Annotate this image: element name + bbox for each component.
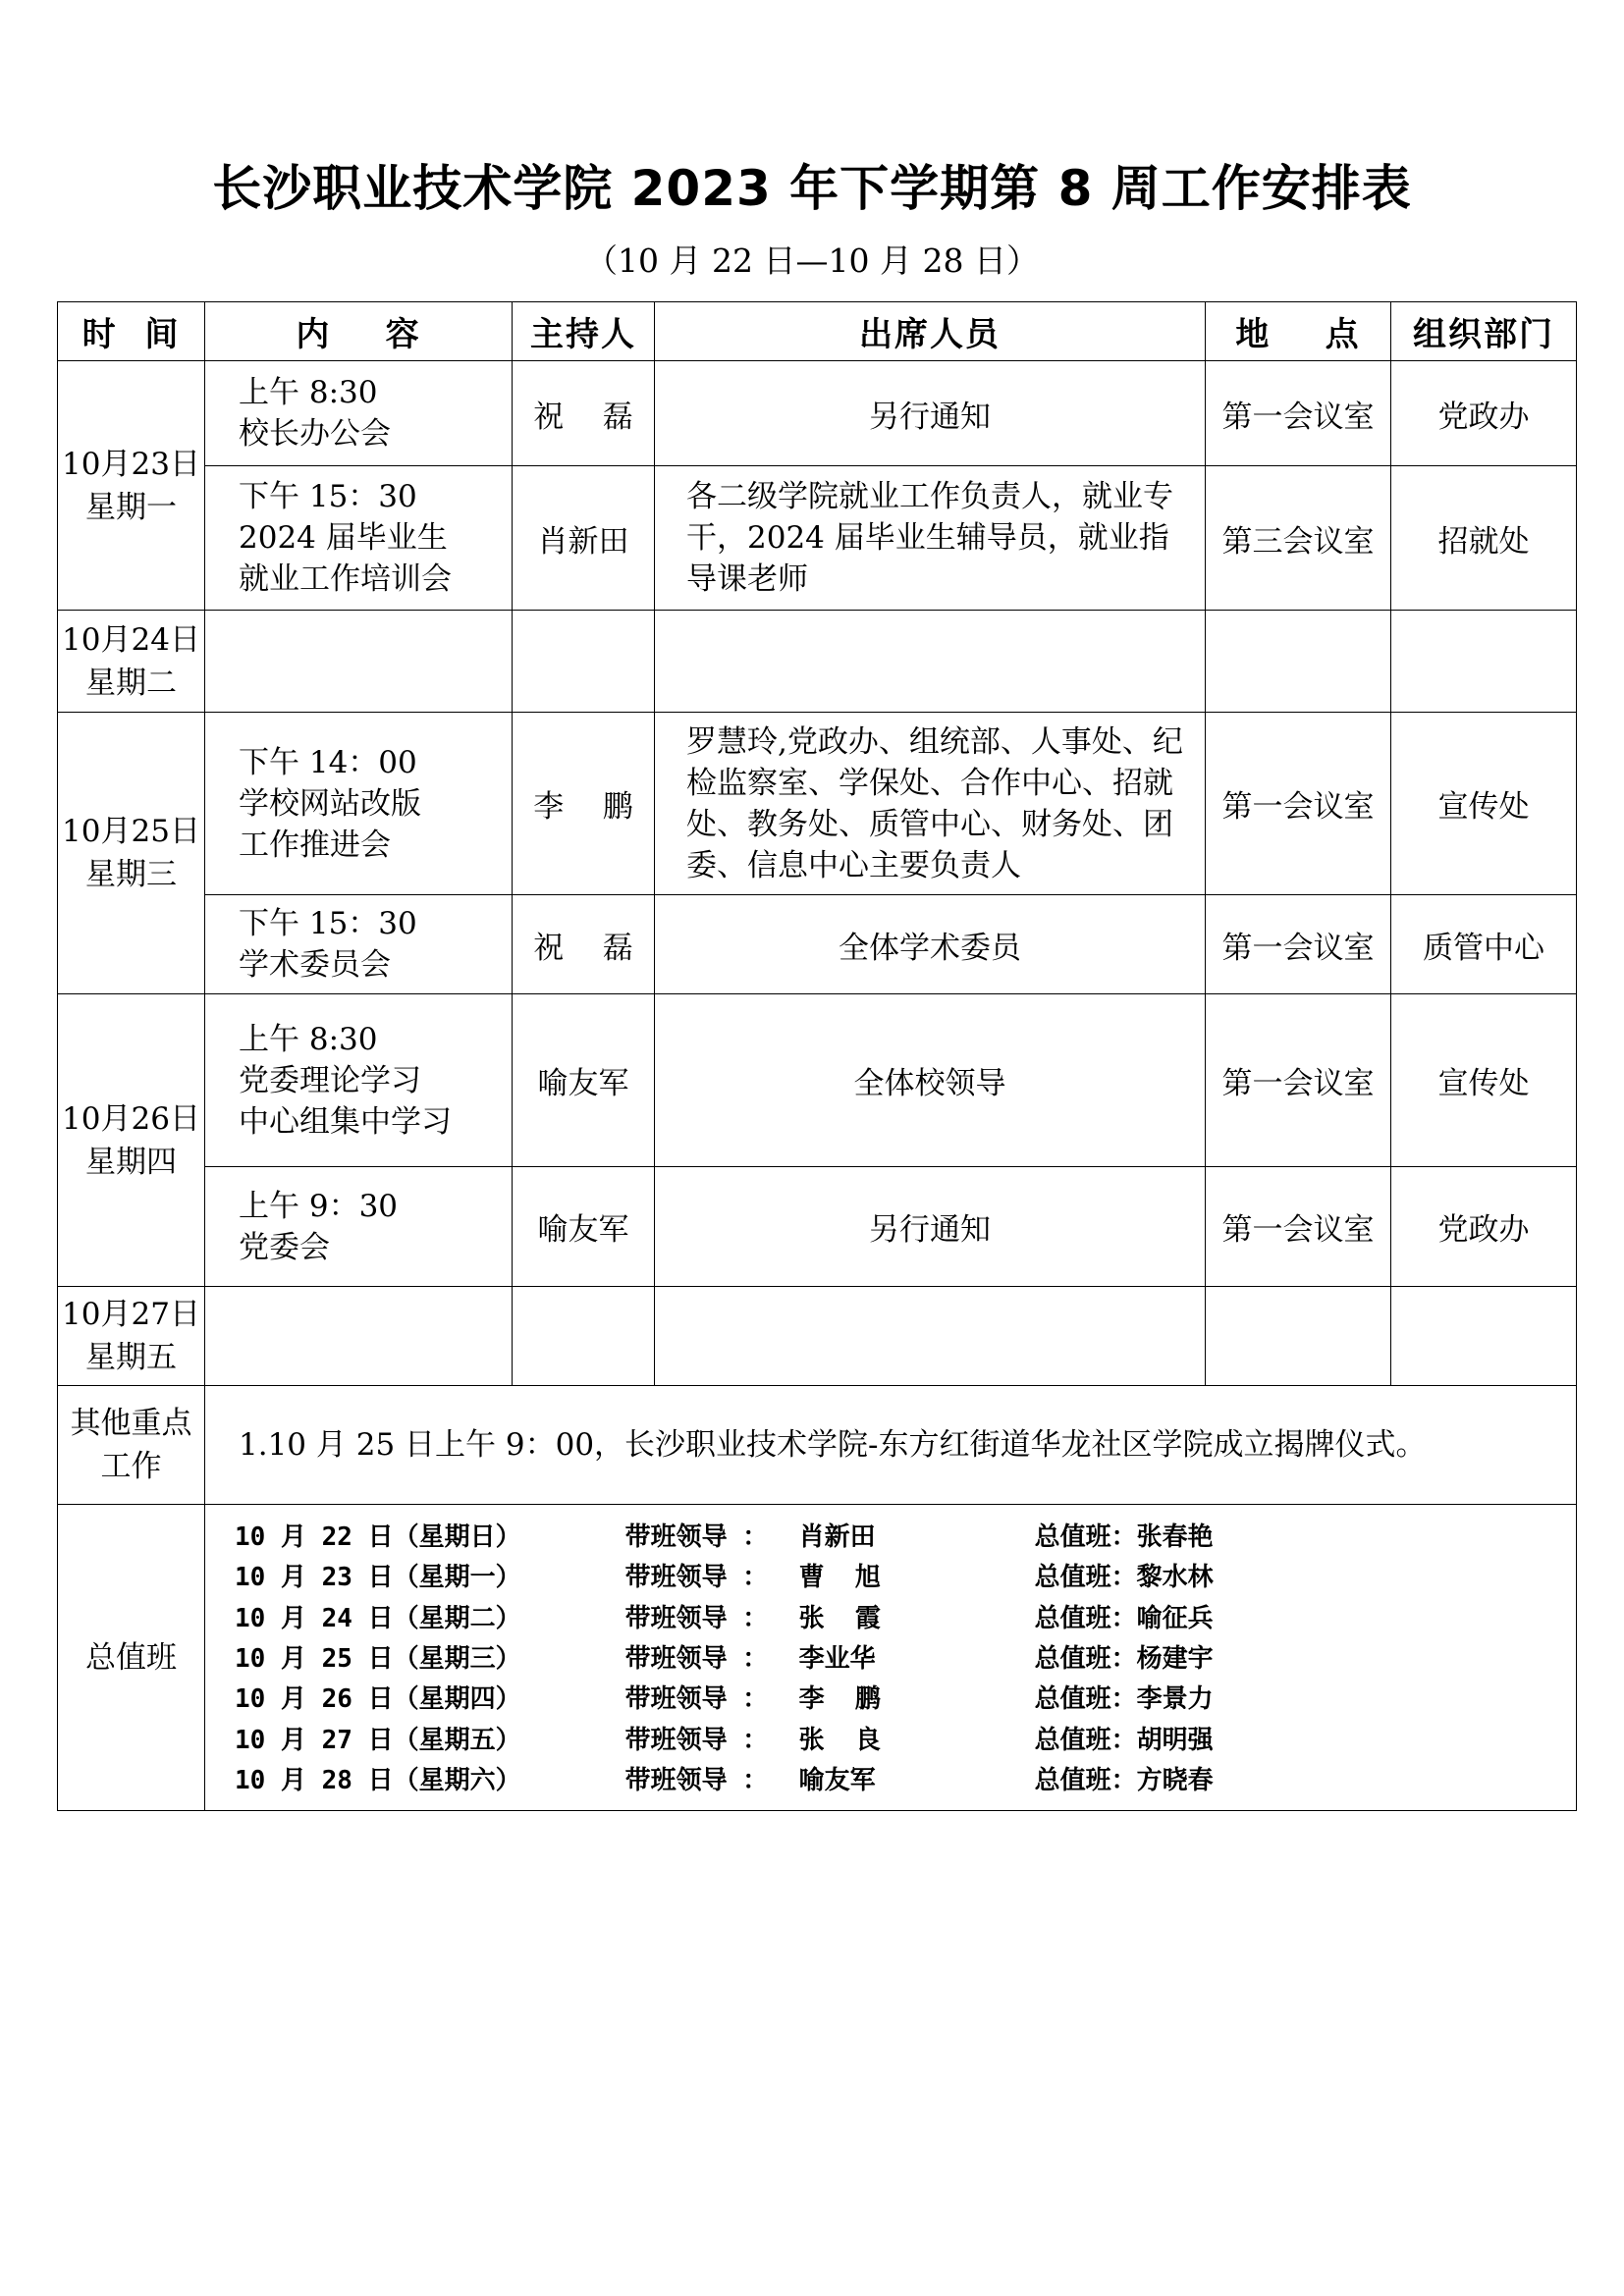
table-row [58, 611, 1577, 713]
empty-cell [513, 1287, 655, 1386]
event-location: 第一会议室 [1206, 994, 1391, 1167]
duty-leader-label: 带班领导 ： [624, 1765, 769, 1795]
event-department: 宣传处 [1391, 994, 1577, 1167]
table-row [58, 466, 1577, 611]
duty-leader: 张 霞 [798, 1603, 881, 1633]
duty-date: 10 月 26 日 [235, 1684, 394, 1715]
table-row [58, 895, 1577, 994]
event-host: 喻友军 [513, 994, 655, 1167]
header-content: 内 容 [205, 302, 513, 361]
empty-cell [1206, 1287, 1391, 1386]
duty-date: 10 月 22 日 [235, 1522, 394, 1553]
duty-leader-label: 带班领导 ： [624, 1563, 769, 1593]
duty-leader-label: 带班领导 ： [624, 1684, 769, 1715]
duty-row [205, 1515, 1576, 1555]
duty-date: 10 月 25 日 [235, 1644, 394, 1675]
event-department: 宣传处 [1391, 713, 1577, 895]
duty-leader-label: 带班领导 ： [624, 1603, 769, 1633]
duty-chief: 总值班：胡明强 [1034, 1725, 1214, 1755]
event-location: 第一会议室 [1206, 361, 1391, 466]
day-cell-thursday: 10月26日 星期四 [58, 994, 205, 1287]
event-department: 党政办 [1391, 361, 1577, 466]
event-content: 上午 8:30 校长办公会 [205, 361, 513, 466]
header-location: 地 点 [1206, 302, 1391, 361]
event-department: 招就处 [1391, 466, 1577, 611]
table-row [58, 361, 1577, 466]
event-content: 下午 15：30 学术委员会 [205, 895, 513, 994]
header-time: 时 间 [58, 302, 205, 361]
duty-roster [205, 1515, 1576, 1798]
duty-chief: 总值班：黎水林 [1034, 1563, 1214, 1593]
duty-chief: 总值班：张春艳 [1034, 1522, 1214, 1553]
empty-cell [205, 1287, 513, 1386]
duty-date: 10 月 24 日 [235, 1603, 394, 1633]
table-row [58, 713, 1577, 895]
table-row [58, 1167, 1577, 1287]
event-host: 祝 磊 [513, 361, 655, 466]
event-attendees: 另行通知 [655, 1167, 1206, 1287]
duty-leader-label: 带班领导 ： [624, 1725, 769, 1755]
schedule-table [57, 301, 1577, 1811]
event-attendees: 另行通知 [655, 361, 1206, 466]
other-work-text: 1.10 月 25 日上午 9：00，长沙职业技术学院-东方红街道华龙社区学院成立揭牌仪式。 [205, 1386, 1577, 1505]
duty-row [205, 1555, 1576, 1595]
day-cell-monday: 10月23日 星期一 [58, 361, 205, 611]
header-attendees: 出席人员 [655, 302, 1206, 361]
duty-leader: 张 良 [798, 1725, 881, 1755]
table-row [58, 1287, 1577, 1386]
duty-leader: 喻友军 [798, 1765, 876, 1795]
event-content: 上午 9：30 党委会 [205, 1167, 513, 1287]
day-cell-wednesday: 10月25日 星期三 [58, 713, 205, 994]
event-content: 下午 15：30 2024 届毕业生 就业工作培训会 [205, 466, 513, 611]
duty-weekday: （星期六） [393, 1765, 521, 1795]
event-host: 肖新田 [513, 466, 655, 611]
empty-cell [513, 611, 655, 713]
duty-leader-label: 带班领导 ： [624, 1644, 769, 1675]
duty-chief: 总值班：李景力 [1034, 1684, 1214, 1715]
duty-leader-label: 带班领导 ： [624, 1522, 769, 1553]
event-location: 第三会议室 [1206, 466, 1391, 611]
empty-cell [1391, 611, 1577, 713]
event-content: 上午 8:30 党委理论学习 中心组集中学习 [205, 994, 513, 1167]
empty-cell [205, 611, 513, 713]
event-content: 下午 14：00 学校网站改版 工作推进会 [205, 713, 513, 895]
duty-row [205, 1677, 1576, 1717]
other-work-label: 其他重点 工作 [58, 1386, 205, 1505]
table-header-row [58, 302, 1577, 361]
duty-weekday: （星期三） [393, 1644, 521, 1675]
event-attendees: 各二级学院就业工作负责人，就业专干，2024 届毕业生辅导员，就业指导课老师 [655, 466, 1206, 611]
day-cell-tuesday: 10月24日 星期二 [58, 611, 205, 713]
event-host: 祝 磊 [513, 895, 655, 994]
duty-date: 10 月 27 日 [235, 1725, 394, 1755]
empty-cell [655, 611, 1206, 713]
empty-cell [1206, 611, 1391, 713]
event-host: 李 鹏 [513, 713, 655, 895]
duty-weekday: （星期日） [393, 1522, 521, 1553]
duty-leader: 肖新田 [798, 1522, 876, 1553]
event-location: 第一会议室 [1206, 1167, 1391, 1287]
duty-date: 10 月 23 日 [235, 1563, 394, 1593]
event-department: 质管中心 [1391, 895, 1577, 994]
duty-row [205, 1717, 1576, 1757]
table-row [58, 1386, 1577, 1505]
duty-leader: 曹 旭 [798, 1563, 881, 1593]
page-title: 长沙职业技术学院 2023 年下学期第 8 周工作安排表 [212, 160, 1412, 217]
event-department: 党政办 [1391, 1167, 1577, 1287]
duty-row [205, 1636, 1576, 1677]
duty-date: 10 月 28 日 [235, 1765, 394, 1795]
duty-weekday: （星期五） [393, 1725, 521, 1755]
event-attendees: 全体校领导 [655, 994, 1206, 1167]
duty-chief: 总值班：方晓春 [1034, 1765, 1214, 1795]
date-range-subtitle: （10 月 22 日—10 月 28 日） [585, 241, 1039, 280]
duty-roster-cell [205, 1505, 1577, 1811]
table-row [58, 994, 1577, 1167]
event-host: 喻友军 [513, 1167, 655, 1287]
duty-row [205, 1596, 1576, 1636]
duty-leader: 李业华 [798, 1644, 876, 1675]
event-location: 第一会议室 [1206, 713, 1391, 895]
header-department: 组织部门 [1391, 302, 1577, 361]
day-cell-friday: 10月27日 星期五 [58, 1287, 205, 1386]
duty-weekday: （星期一） [393, 1563, 521, 1593]
header-host: 主持人 [513, 302, 655, 361]
duty-leader: 李 鹏 [798, 1684, 881, 1715]
duty-weekday: （星期二） [393, 1603, 521, 1633]
duty-label: 总值班 [58, 1505, 205, 1811]
table-row [58, 1505, 1577, 1811]
duty-row [205, 1758, 1576, 1798]
duty-chief: 总值班：杨建宇 [1034, 1644, 1214, 1675]
duty-chief: 总值班：喻征兵 [1034, 1603, 1214, 1633]
event-location: 第一会议室 [1206, 895, 1391, 994]
duty-weekday: （星期四） [393, 1684, 521, 1715]
event-attendees: 全体学术委员 [655, 895, 1206, 994]
empty-cell [1391, 1287, 1577, 1386]
empty-cell [655, 1287, 1206, 1386]
event-attendees: 罗慧玲,党政办、组统部、人事处、纪检监察室、学保处、合作中心、招就处、教务处、质管中心、财务处、团委、信息中心主要负责人 [655, 713, 1206, 895]
